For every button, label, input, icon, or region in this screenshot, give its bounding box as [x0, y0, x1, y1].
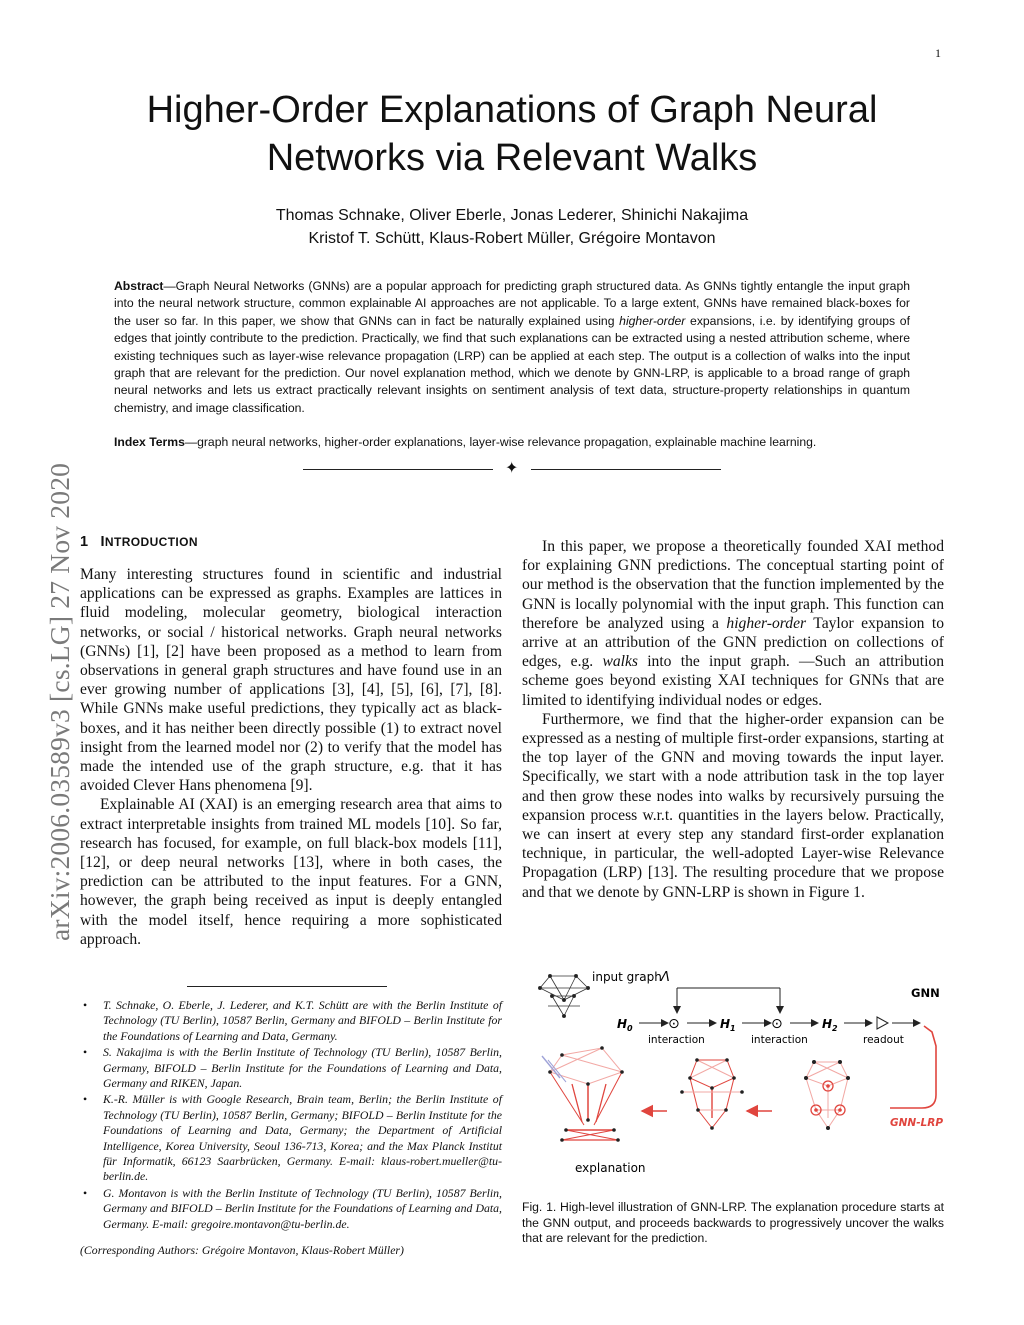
author-line-2: Kristof T. Schütt, Klaus-Robert Müller, Grégoire Montavon — [308, 230, 716, 247]
readout-triangle-icon — [877, 1017, 888, 1029]
corresponding-authors: (Corresponding Authors: Grégoire Montavon, Klaus-Robert Müller) — [80, 1243, 404, 1258]
bullet-icon: • — [83, 998, 88, 1012]
footnote-text: G. Montavon is with the Berlin Institute of Technology (TU Berlin), 10587 Berlin, Germany and BIFOLD – Berlin Institute for the Foundations of Learning and Data, Germany. E-mail: gregoire.montavon@tu-berlin.de. — [103, 1185, 502, 1231]
bullet-icon: • — [83, 1185, 88, 1200]
abstract-label: Abstract — [114, 279, 164, 293]
relevance-graph-large — [542, 1046, 624, 1142]
lambda-connector — [677, 988, 780, 1013]
abstract — [114, 278, 910, 417]
input-graph-icon — [538, 974, 589, 1017]
emphasis-walks: walks — [602, 653, 638, 671]
h1-label: $H_1$ — [720, 1017, 736, 1033]
emphasis-higher-order: higher-order — [726, 614, 807, 632]
paragraph-text: Taylor expansion to arrive at an attribution of the GNN prediction on collections of edges, e.g. — [522, 614, 945, 671]
intro-paragraph-4: Furthermore, we find that the higher-order expansion can be expressed as a nesting of multiple first-order expansions, starting at the top layer of the GNN and moving towards the input layer. Specifically, we start with a node attribution task in the top layer and then grow these nodes into walks by recursively pursuing the expansion process w.r.t. quantities in the layers below. Practically, we can insert at every step any standard first-order explanation technique, in particular, the well-adopted Layer-wise Relevance Propagation (LRP) [13]. The resulting procedure that we propose and that we denote by GNN-LRP is shown in Figure 1. — [522, 710, 944, 901]
paragraph-text: into the input graph. —Such an attribution scheme goes beyond existing XAI techniques for GNNs that are limited to identifying individual nodes or edges. — [522, 653, 944, 709]
footnote-text: K.-R. Müller is with Google Research, Brain team, Berlin; the Berlin Institute of Technology (TU Berlin), 10587 Berlin, Germany; BIFOLD – Berlin Institute for the Foundations of Learning and Data, Germany; the Department of Artificial Intelligence, Korea University, Seoul 136-713, Korea; and the Max Planck Institut für Informatik, 66123 Saarbrücken, Germany. E-mail: klaus-robert.mueller@tu-berlin.de. — [103, 1092, 502, 1184]
input-graph-label: input graph — [592, 970, 662, 984]
footnote-text: T. Schnake, O. Eberle, J. Lederer, and K.T. Schütt are with the Berlin Institute of Technology (TU Berlin), 10587 Berlin, Germany and BIFOLD – Berlin Institute for the Foundations of Learning and Data, Germany. — [103, 998, 502, 1043]
abstract-text-continued: expansions, i.e. by identifying groups of edges that jointly contribute to the prediction. Practically, we find that such explanations can be extracted using a nested attribution scheme, where existing techniques such as layer-wise relevance propagation (LRP) can be applied at each step. The output is a collection of walks into the input graph that are relevant for the prediction. Our novel explanation method, which we denote by GNN-LRP, is applicable to a broad range of graph neural networks and lets us extract practically relevant insights on sentiment analysis of text data, structure-property relationships in quantum chemistry, and image classification. — [114, 313, 910, 415]
gnn-label: GNN — [911, 986, 940, 1000]
separator-rule-left — [303, 469, 493, 470]
lambda-symbol: Λ — [661, 970, 670, 985]
h2-label: $H_2$ — [822, 1017, 838, 1033]
index-terms-text: —graph neural networks, higher-order explanations, layer-wise relevance propagation, explainable machine learning. — [184, 435, 817, 449]
abstract-emphasis: higher-order — [619, 313, 686, 328]
section-title-rest: NTRODUCTION — [104, 535, 198, 549]
relevance-graph-middle — [680, 1058, 744, 1130]
footnote-item — [80, 998, 502, 1044]
section-number: 1 — [80, 534, 89, 550]
page-number: 1 — [935, 46, 941, 60]
arxiv-identifier-stamp[interactable]: arXiv:2006.03589v3 [cs.LG] 27 Nov 2020 — [44, 462, 75, 941]
interaction-label-1: interaction — [648, 1034, 705, 1046]
section-heading-introduction — [80, 534, 198, 550]
relevance-graph-right — [804, 1060, 850, 1130]
author-list — [112, 204, 912, 250]
section-title-initial: I — [100, 534, 105, 550]
left-column-body — [80, 565, 502, 949]
paragraph-text: In this paper, we propose a theoretically founded XAI method for explaining GNN predictions. The conceptual starting point of our method is the observation that the function implemented by the GNN is locally polynomial with the input graph. This function can therefore be analyzed using a — [522, 538, 944, 632]
footnote-item — [80, 1186, 502, 1232]
separator-rule-right — [531, 469, 721, 470]
footnote-text: S. Nakajima is with the Berlin Institute of Technology (TU Berlin), 10587 Berlin, Germany, BIFOLD – Berlin Institute for the Foundations of Learning and Data, Germany and RIKEN, Japan. — [103, 1045, 502, 1091]
gnn-lrp-label: GNN-LRP — [890, 1117, 944, 1129]
interaction-label-2: interaction — [751, 1034, 808, 1046]
abstract-text: —Graph Neural Networks (GNNs) are a popular approach for predicting graph structured data. As GNNs tightly entangle the input graph into the neural network structure, common explainable AI approaches are not applicable. To a large extent, GNNs have remained black-boxes for the user so far. In this paper, we show that GNNs can in fact be naturally explained using — [114, 279, 910, 328]
h0-label: $H_0$ — [617, 1017, 633, 1033]
intro-paragraph-3 — [522, 537, 944, 710]
intro-paragraph-1: Many interesting structures found in scientific and industrial applications can be expressed as graphs. Examples are lattices in fluid modeling, molecular geometry, biological interaction networks, or social / historical networks. Graph neural networks (GNNs) [1], [2] have been proposed as a method to learn from observations in general graph structures and have found use in an ever growing number of applications [3], [4], [5], [6], [7], [8]. While GNNs make useful predictions, they typically act as black-boxes, and it has neither been directly possible (1) to extract novel insight from the learned model nor (2) to verify that the model has made the intended use of the graph structure, e.g. that it has avoided Clever Hans phenomena [9]. — [80, 566, 502, 795]
figure-gnn-lrp-illustration — [522, 960, 944, 1186]
bullet-icon: • — [83, 1092, 88, 1107]
footnote-item — [80, 1045, 502, 1091]
interaction-operator-1: ⊙ — [668, 1016, 680, 1032]
separator-star-icon: ✦ — [505, 460, 519, 477]
interaction-operator-2: ⊙ — [771, 1016, 783, 1032]
bullet-icon: • — [83, 1045, 88, 1060]
author-footnotes — [80, 998, 502, 1259]
explanation-label: explanation — [575, 1161, 646, 1175]
index-terms-label: Index Terms — [114, 435, 185, 449]
index-terms — [114, 434, 910, 451]
intro-paragraph-2: Explainable AI (XAI) is an emerging research area that aims to extract interpretable insights from trained ML models [10]. So far, research has focused, for example, on full black-box models [11], [12], or deep neural networks [13], where in both cases, the prediction can be attributed to the input features. For a GNN, however, the graph being received as input is deeply entangled with the model itself, hence requiring a more sophisticated approach. — [80, 796, 502, 948]
right-column-body — [522, 537, 944, 902]
figure-caption: Fig. 1. High-level illustration of GNN-LRP. The explanation procedure starts at the GNN output, and proceeds backwards to progressively uncover the walks that are relevant for the prediction. — [522, 1200, 944, 1245]
paper-title: Higher-Order Explanations of Graph Neural Networks via Relevant Walks — [146, 89, 878, 179]
readout-label: readout — [863, 1034, 904, 1046]
footnote-item — [80, 1092, 502, 1184]
footnote-rule — [187, 986, 387, 987]
author-line-1: Thomas Schnake, Oliver Eberle, Jonas Lederer, Shinichi Nakajima — [275, 207, 749, 224]
